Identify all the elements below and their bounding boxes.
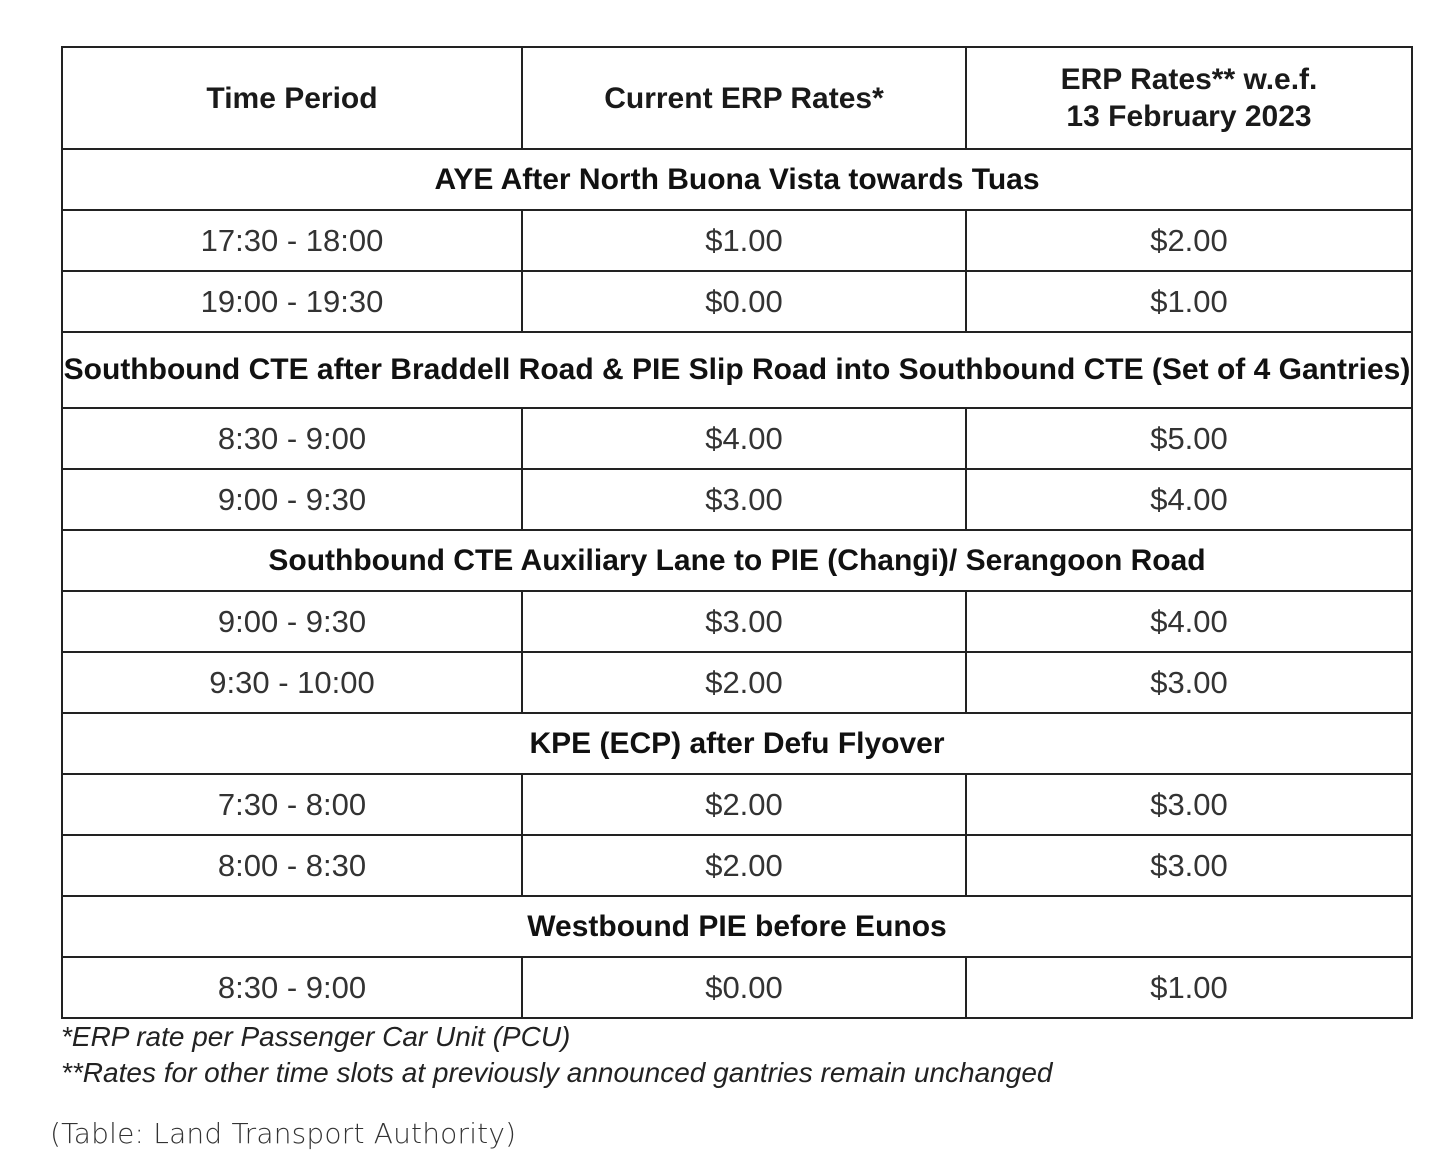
erp-rates-table-container xyxy=(61,46,1411,1019)
new-rate-cell: $4.00 xyxy=(966,591,1412,652)
section-title: KPE (ECP) after Defu Flyover xyxy=(62,713,1412,774)
table-row xyxy=(62,835,1412,896)
time-period-cell: 9:00 - 9:30 xyxy=(62,469,522,530)
header-time-period: Time Period xyxy=(62,47,522,149)
new-rate-cell: $1.00 xyxy=(966,271,1412,332)
erp-rates-table xyxy=(61,46,1413,1019)
time-period-cell: 8:30 - 9:00 xyxy=(62,408,522,469)
section-row-cte-braddell xyxy=(62,332,1412,408)
section-title: Southbound CTE after Braddell Road & PIE Slip Road into Southbound CTE (Set of 4 Gantries) xyxy=(62,332,1412,408)
table-footnotes xyxy=(61,1019,1052,1091)
table-row xyxy=(62,774,1412,835)
time-period-cell: 8:00 - 8:30 xyxy=(62,835,522,896)
table-row xyxy=(62,408,1412,469)
section-row-pie-eunos xyxy=(62,896,1412,957)
new-rate-cell: $3.00 xyxy=(966,835,1412,896)
time-period-cell: 9:00 - 9:30 xyxy=(62,591,522,652)
current-rate-cell: $2.00 xyxy=(522,835,966,896)
table-row xyxy=(62,469,1412,530)
current-rate-cell: $1.00 xyxy=(522,210,966,271)
table-row xyxy=(62,210,1412,271)
new-rate-cell: $3.00 xyxy=(966,652,1412,713)
table-row xyxy=(62,957,1412,1018)
current-rate-cell: $2.00 xyxy=(522,774,966,835)
time-period-cell: 19:00 - 19:30 xyxy=(62,271,522,332)
table-source-caption: (Table: Land Transport Authority) xyxy=(50,1117,517,1150)
section-title: Southbound CTE Auxiliary Lane to PIE (Changi)/ Serangoon Road xyxy=(62,530,1412,591)
new-rate-cell: $1.00 xyxy=(966,957,1412,1018)
table-row xyxy=(62,271,1412,332)
section-row-kpe xyxy=(62,713,1412,774)
footnote-pcu: *ERP rate per Passenger Car Unit (PCU) xyxy=(61,1021,571,1052)
table-row xyxy=(62,591,1412,652)
header-new-rates: ERP Rates** w.e.f. 13 February 2023 xyxy=(966,47,1412,149)
section-row-cte-auxiliary xyxy=(62,530,1412,591)
current-rate-cell: $0.00 xyxy=(522,957,966,1018)
current-rate-cell: $3.00 xyxy=(522,469,966,530)
table-header-row xyxy=(62,47,1412,149)
time-period-cell: 8:30 - 9:00 xyxy=(62,957,522,1018)
time-period-cell: 9:30 - 10:00 xyxy=(62,652,522,713)
current-rate-cell: $0.00 xyxy=(522,271,966,332)
table-row xyxy=(62,652,1412,713)
new-rate-cell: $2.00 xyxy=(966,210,1412,271)
new-rate-cell: $4.00 xyxy=(966,469,1412,530)
new-rate-cell: $3.00 xyxy=(966,774,1412,835)
time-period-cell: 17:30 - 18:00 xyxy=(62,210,522,271)
current-rate-cell: $3.00 xyxy=(522,591,966,652)
new-rate-cell: $5.00 xyxy=(966,408,1412,469)
section-title: AYE After North Buona Vista towards Tuas xyxy=(62,149,1412,210)
section-row-aye xyxy=(62,149,1412,210)
header-current-rates: Current ERP Rates* xyxy=(522,47,966,149)
footnote-unchanged: **Rates for other time slots at previously announced gantries remain unchanged xyxy=(61,1057,1053,1088)
current-rate-cell: $4.00 xyxy=(522,408,966,469)
time-period-cell: 7:30 - 8:00 xyxy=(62,774,522,835)
current-rate-cell: $2.00 xyxy=(522,652,966,713)
section-title: Westbound PIE before Eunos xyxy=(62,896,1412,957)
